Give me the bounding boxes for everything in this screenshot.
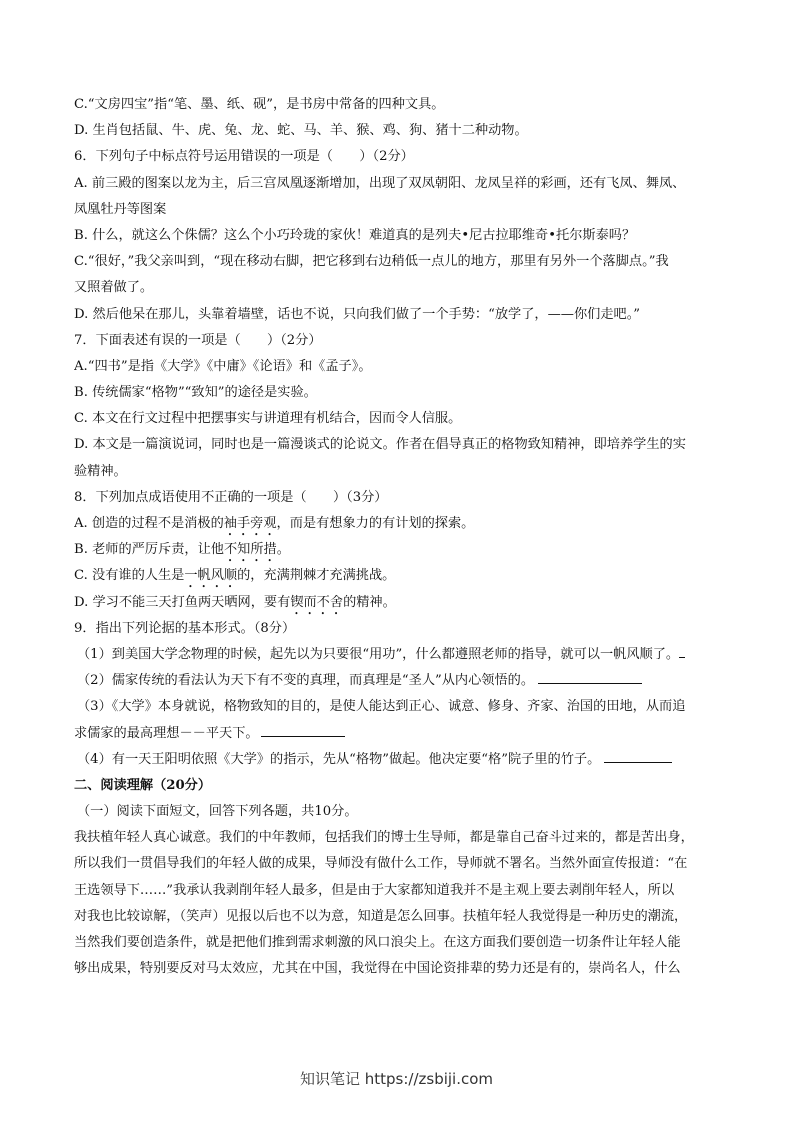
answer-blank-3[interactable]	[261, 722, 345, 737]
q9-item-3-text: 求儒家的最高理想－－平天下。	[74, 725, 259, 741]
q8-b-prefix: B. 老师的严厉斥责，让他	[74, 542, 224, 558]
q6-option-c-line2: 又照着做了。	[74, 280, 154, 296]
q8-option-a	[74, 511, 722, 537]
question-8: 8．下列加点成语使用不正确的一项是（ ）（3分）	[74, 489, 388, 505]
q9-item-1	[74, 642, 722, 668]
q6-option-d: D. 然后他呆在那儿，头靠着墙壁，话也不说，只向我们做了一个手势：“放学了，——你们走吧。”	[74, 306, 641, 322]
q6-option-b: B. 什么，就这么个侏儒？这么个小巧玲珑的家伙！难道真的是列夫•尼古拉耶维奇•托尔斯泰吗？	[74, 227, 636, 243]
option-c5: C.“文房四宝”指“笔、墨、纸、砚”，是书房中常备的四种文具。	[74, 97, 445, 112]
question-6: 6．下列句子中标点符号运用错误的一项是（ ）（2分）	[74, 149, 414, 165]
q7-option-a: A.“四书”是指《大学》《中庸》《论语》和《孟子》。	[74, 358, 372, 374]
q9-item-2	[74, 668, 722, 694]
q8-option-b	[74, 537, 722, 563]
answer-blank-1[interactable]	[679, 643, 685, 658]
q6-option-a-line1: A. 前三殿的图案以龙为主，后三宫凤凰逐渐增加，出现了双凤朝阳、龙凤呈祥的彩画，还有飞凤、舞凤、	[74, 175, 686, 191]
document-body	[74, 92, 722, 982]
q6-option-c-line1: C.“很好，”我父亲叫到，“现在移动右脚，把它移到右边稍低一点儿的地方，那里有另外一个落脚点。”我	[74, 254, 669, 270]
q9-item-2-text: （2）儒家传统的看法认为天下有不变的真理，而真理是“圣人”从内心领悟的。	[77, 673, 535, 689]
passage-line-5: 当然我们要创造条件，就是把他们推到需求刺激的风口浪尖上。在这方面我们要创造一切条件让年轻人能	[74, 935, 681, 950]
q7-option-d-line2: 验精神。	[74, 463, 127, 479]
q9-item-4	[74, 747, 722, 773]
q9-item-4-text: （4）有一天王阳明依照《大学》的指示，先从“格物”做起。他决定要“格”院子里的竹子。	[77, 751, 601, 767]
q7-option-b: B. 传统儒家“格物”“致知”的途径是实验。	[74, 385, 317, 401]
q9-item-3-line1: （3）《大学》本身就说，格物致知的目的，是使人能达到正心、诚意、修身、齐家、治国的田地，从而追	[77, 699, 686, 715]
option-d5: D. 生肖包括鼠、牛、虎、兔、龙、蛇、马、羊、猴、鸡、狗、猪十二种动物。	[74, 123, 528, 139]
q9-item-3-line2	[74, 721, 722, 747]
section-2-heading: 二、阅读理解（20分）	[74, 777, 212, 793]
passage-line-3: 王选领导下……”我承认我剥削年轻人最多，但是由于大家都知道我并不是主观上要去剥削年轻人，所以	[74, 882, 675, 898]
q8-b-suffix: 。	[276, 542, 290, 558]
q8-option-c	[74, 563, 722, 589]
q8-d-suffix: 的精神。	[343, 594, 396, 610]
q8-b-idiom: 不知所措	[223, 542, 277, 558]
q8-option-d	[74, 590, 722, 616]
q8-c-suffix: 的，充满荆棘才充满挑战。	[237, 568, 396, 584]
page-footer-watermark: 知识笔记 https://zsbiji.com	[299, 1070, 494, 1088]
q8-d-prefix: D. 学习不能三天打鱼两天晒网，要有	[74, 594, 291, 610]
q8-d-idiom: 锲而不舍	[290, 594, 344, 610]
q8-a-suffix: ，而是有想象力的有计划的探索。	[276, 516, 475, 531]
q9-item-1-text: （1）到美国大学念物理的时候，起先以为只要很“用功”，什么都遵照老师的指导，就可以一帆风顺了。	[77, 646, 680, 662]
passage-line-1: 我扶植年轻人真心诚意。我们的中年教师，包括我们的博士生导师，都是靠自己奋斗过来的，都是苦出身，	[74, 830, 694, 846]
question-7: 7．下面表述有误的一项是（ ）（2分）	[74, 332, 322, 348]
q7-option-c: C. 本文在行文过程中把摆事实与讲道理有机结合，因而令人信服。	[74, 411, 462, 427]
question-9: 9．指出下列论据的基本形式。（8分）	[74, 620, 296, 636]
reading-1-instruction: （一）阅读下面短文，回答下列各题，共10分。	[77, 804, 358, 820]
answer-blank-4[interactable]	[604, 748, 672, 763]
q8-c-prefix: C. 没有谁的人生是	[74, 568, 185, 584]
answer-blank-2[interactable]	[538, 669, 642, 684]
q8-a-idiom: 袖手旁观	[223, 516, 277, 531]
passage-line-4: 对我也比较谅解，（笑声）见报以后也不以为意，知道是怎么回事。扶植年轻人我觉得是一种历史的潮流，	[74, 908, 688, 924]
q6-option-a-line2: 凤凰牡丹等图案	[74, 201, 167, 217]
passage-line-2: 所以我们一贯倡导我们的年轻人做的成果，导师没有做什么工作，导师就不署名。当然外面宣传报道：“在	[74, 856, 688, 872]
passage-line-6: 够出成果，特别要反对马太效应，尤其在中国，我觉得在中国论资排辈的势力还是有的，崇尚名人，什么	[74, 961, 681, 977]
q7-option-d-line1: D. 本文是一篇演说词，同时也是一篇漫谈式的论说文。作者在倡导真正的格物致知精神，即培养学生的实	[74, 437, 686, 453]
q8-c-idiom: 一帆风顺	[184, 568, 238, 584]
q8-a-prefix: A. 创造的过程不是消极的	[74, 516, 224, 531]
